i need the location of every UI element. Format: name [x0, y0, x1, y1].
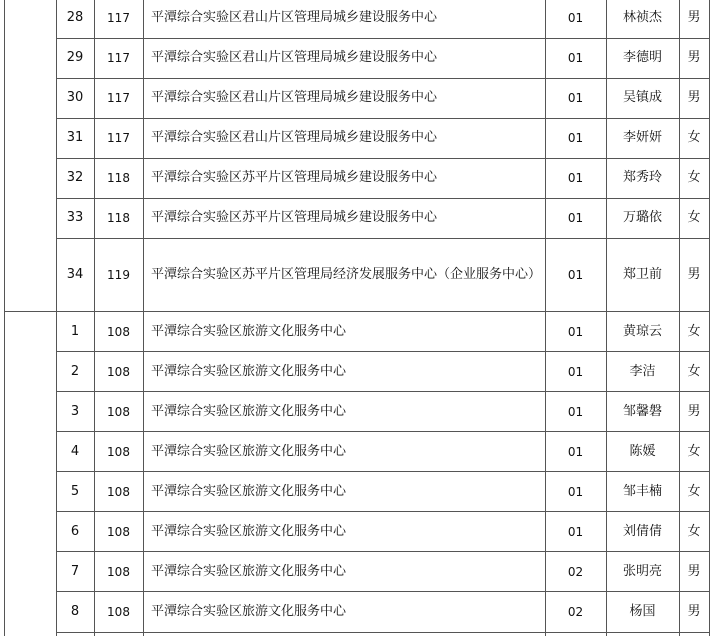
gender-text: 男 [687, 50, 701, 65]
table-row [0, 78, 716, 118]
candidate-name-text: 李德明 [622, 50, 662, 65]
table-row [0, 552, 716, 592]
row-number [56, 512, 94, 552]
row-divider [56, 391, 709, 392]
row-number-text: 4 [70, 444, 80, 459]
row-number-text: 8 [70, 604, 80, 619]
candidate-name-text: 刘倩倩 [622, 524, 662, 539]
position-code-text: 108 [107, 525, 130, 539]
table-row [0, 312, 716, 352]
post-code [545, 552, 606, 592]
candidate-name-text: 吴镇成 [622, 90, 662, 105]
candidate-name [606, 158, 679, 198]
post-code-text: 01 [567, 11, 584, 25]
candidate-name-text: 李妍妍 [622, 130, 662, 145]
post-code-text: 01 [567, 485, 584, 499]
row-divider [56, 38, 709, 39]
position-code [94, 312, 143, 352]
row-number [56, 0, 94, 38]
employer-unit [143, 0, 545, 38]
row-divider [56, 431, 709, 432]
employer-unit [143, 158, 545, 198]
row-divider [56, 551, 709, 552]
section-divider [4, 311, 709, 312]
position-code [94, 392, 143, 432]
gender-text: 女 [687, 484, 701, 499]
employer-unit [143, 432, 545, 472]
row-number-text: 30 [66, 90, 84, 105]
post-code [545, 592, 606, 632]
candidate-name [606, 312, 679, 352]
row-number [56, 472, 94, 512]
gender [679, 238, 709, 312]
gender-text: 男 [687, 564, 701, 579]
candidate-name-text: 万璐依 [622, 210, 662, 225]
candidate-name [606, 118, 679, 158]
post-code [545, 0, 606, 38]
post-code-text: 01 [567, 325, 584, 339]
employer-unit-text: 平潭综合实验区旅游文化服务中心 [151, 564, 347, 579]
employer-unit-text: 平潭综合实验区旅游文化服务中心 [151, 484, 347, 499]
column-divider [606, 0, 607, 636]
post-code [545, 352, 606, 392]
row-number-text: 31 [66, 130, 84, 145]
gender [679, 432, 709, 472]
row-divider [56, 471, 709, 472]
candidate-name [606, 552, 679, 592]
employer-unit [143, 238, 545, 312]
position-code [94, 118, 143, 158]
gender [679, 472, 709, 512]
employer-unit-text: 平潭综合实验区苏平片区管理局城乡建设服务中心 [151, 170, 438, 185]
table-row [0, 472, 716, 512]
employer-unit [143, 78, 545, 118]
candidate-name [606, 592, 679, 632]
post-code [545, 198, 606, 238]
post-code-text: 01 [567, 171, 584, 185]
table-row [0, 118, 716, 158]
post-code [545, 472, 606, 512]
candidate-name [606, 0, 679, 38]
gender [679, 392, 709, 432]
row-number [56, 198, 94, 238]
position-code [94, 552, 143, 592]
row-number [56, 352, 94, 392]
candidate-name [606, 352, 679, 392]
post-code-text: 02 [567, 565, 584, 579]
column-divider [94, 0, 95, 636]
employer-unit-text: 平潭综合实验区旅游文化服务中心 [151, 604, 347, 619]
table-row [0, 158, 716, 198]
employer-unit [143, 392, 545, 432]
employer-unit-text: 平潭综合实验区君山片区管理局城乡建设服务中心 [151, 10, 438, 25]
post-code [545, 312, 606, 352]
position-code [94, 592, 143, 632]
position-code [94, 38, 143, 78]
row-divider [56, 351, 709, 352]
gender [679, 118, 709, 158]
row-number-text: 34 [66, 267, 84, 282]
employer-unit-text: 平潭综合实验区旅游文化服务中心 [151, 324, 347, 339]
post-code [545, 512, 606, 552]
row-number [56, 432, 94, 472]
gender [679, 512, 709, 552]
row-number [56, 78, 94, 118]
employer-unit-text: 平潭综合实验区苏平片区管理局经济发展服务中心（企业服务中心） [151, 267, 542, 282]
post-code-text: 01 [567, 131, 584, 145]
row-divider [56, 511, 709, 512]
candidate-name [606, 392, 679, 432]
post-code [545, 118, 606, 158]
table-row [0, 432, 716, 472]
employer-unit [143, 592, 545, 632]
row-number [56, 158, 94, 198]
position-code-text: 118 [107, 211, 130, 225]
row-divider [56, 198, 709, 199]
post-code [545, 78, 606, 118]
candidate-name-text: 李洁 [629, 364, 656, 379]
candidate-name-text: 陈媛 [629, 444, 656, 459]
candidate-name [606, 238, 679, 312]
row-number [56, 392, 94, 432]
candidate-name [606, 198, 679, 238]
employer-unit-text: 平潭综合实验区君山片区管理局城乡建设服务中心 [151, 90, 438, 105]
post-code-text: 01 [567, 211, 584, 225]
gender [679, 312, 709, 352]
row-number [56, 38, 94, 78]
row-number-text: 32 [66, 170, 84, 185]
candidate-name [606, 78, 679, 118]
position-code [94, 78, 143, 118]
column-divider [545, 0, 546, 636]
post-code-text: 01 [567, 445, 584, 459]
position-code-text: 108 [107, 445, 130, 459]
post-code [545, 392, 606, 432]
position-code [94, 0, 143, 38]
table-row [0, 38, 716, 78]
gender [679, 158, 709, 198]
row-number [56, 238, 94, 312]
row-number-text: 6 [70, 524, 80, 539]
candidate-name-text: 林祯杰 [622, 10, 662, 25]
employer-unit-text: 平潭综合实验区旅游文化服务中心 [151, 524, 347, 539]
column-divider [679, 0, 680, 636]
employer-unit [143, 118, 545, 158]
gender-text: 女 [687, 444, 701, 459]
gender-text: 男 [687, 404, 701, 419]
candidate-name-text: 张明亮 [622, 564, 662, 579]
row-number-text: 33 [66, 210, 84, 225]
employer-unit [143, 38, 545, 78]
gender-text: 女 [687, 524, 701, 539]
row-number [56, 118, 94, 158]
position-code [94, 472, 143, 512]
post-code [545, 38, 606, 78]
column-divider [143, 0, 144, 636]
gender [679, 78, 709, 118]
table-row [0, 592, 716, 632]
gender-text: 女 [687, 364, 701, 379]
position-code [94, 352, 143, 392]
gender-text: 男 [687, 90, 701, 105]
row-number [56, 592, 94, 632]
row-number [56, 552, 94, 592]
candidate-name [606, 38, 679, 78]
employer-unit [143, 472, 545, 512]
row-number-text: 28 [66, 10, 84, 25]
gender-text: 女 [687, 130, 701, 145]
table-row [0, 352, 716, 392]
gender [679, 552, 709, 592]
row-number-text: 5 [70, 484, 80, 499]
position-code-text: 118 [107, 171, 130, 185]
candidate-name-text: 杨国 [629, 604, 656, 619]
outer-left-border [4, 311, 5, 636]
position-code [94, 198, 143, 238]
employer-unit-text: 平潭综合实验区旅游文化服务中心 [151, 404, 347, 419]
position-code-text: 108 [107, 485, 130, 499]
row-number-text: 1 [70, 324, 80, 339]
employer-unit [143, 512, 545, 552]
row-divider [56, 591, 709, 592]
row-number-text: 3 [70, 404, 80, 419]
employer-unit [143, 352, 545, 392]
post-code-text: 01 [567, 91, 584, 105]
position-code-text: 119 [107, 268, 130, 282]
row-number-text: 7 [70, 564, 80, 579]
position-code-text: 117 [107, 51, 130, 65]
post-code-text: 02 [567, 605, 584, 619]
position-code [94, 158, 143, 198]
employer-unit-text: 平潭综合实验区苏平片区管理局城乡建设服务中心 [151, 210, 438, 225]
employer-unit [143, 552, 545, 592]
position-code-text: 108 [107, 565, 130, 579]
table-row [0, 238, 716, 312]
gender-text: 女 [687, 210, 701, 225]
position-code-text: 108 [107, 365, 130, 379]
position-code-text: 117 [107, 131, 130, 145]
position-code-text: 117 [107, 11, 130, 25]
position-code [94, 238, 143, 312]
post-code-text: 01 [567, 51, 584, 65]
position-code-text: 117 [107, 91, 130, 105]
employer-unit-text: 平潭综合实验区旅游文化服务中心 [151, 364, 347, 379]
table-row [0, 392, 716, 432]
gender-text: 女 [687, 324, 701, 339]
gender-text: 女 [687, 170, 701, 185]
row-number [56, 312, 94, 352]
row-divider [56, 238, 709, 239]
candidate-name-text: 黄琼云 [622, 324, 662, 339]
table-row [0, 512, 716, 552]
position-code-text: 108 [107, 325, 130, 339]
post-code-text: 01 [567, 268, 584, 282]
gender [679, 198, 709, 238]
row-divider [56, 632, 709, 633]
table-row [0, 198, 716, 238]
candidate-name [606, 432, 679, 472]
candidate-name-text: 邹馨磐 [622, 404, 662, 419]
column-divider [56, 0, 57, 636]
gender [679, 38, 709, 78]
gender [679, 592, 709, 632]
employer-unit-text: 平潭综合实验区旅游文化服务中心 [151, 444, 347, 459]
candidate-name-text: 郑卫前 [622, 267, 662, 282]
gender-text: 男 [687, 267, 701, 282]
row-divider [56, 78, 709, 79]
position-code [94, 432, 143, 472]
row-divider [56, 118, 709, 119]
column-divider [709, 0, 710, 636]
position-code-text: 108 [107, 405, 130, 419]
row-number-text: 29 [66, 50, 84, 65]
post-code-text: 01 [567, 405, 584, 419]
position-code-text: 108 [107, 605, 130, 619]
table-row [0, 0, 716, 38]
post-code [545, 432, 606, 472]
post-code [545, 238, 606, 312]
post-code-text: 01 [567, 365, 584, 379]
employer-unit-text: 平潭综合实验区君山片区管理局城乡建设服务中心 [151, 50, 438, 65]
employer-unit-text: 平潭综合实验区君山片区管理局城乡建设服务中心 [151, 130, 438, 145]
outer-left-border [4, 0, 5, 312]
candidate-name-text: 邹丰楠 [622, 484, 662, 499]
row-divider [56, 158, 709, 159]
post-code-text: 01 [567, 525, 584, 539]
employer-unit [143, 312, 545, 352]
employer-unit [143, 198, 545, 238]
gender [679, 352, 709, 392]
candidate-name-text: 郑秀玲 [622, 170, 662, 185]
post-code [545, 158, 606, 198]
candidate-name [606, 472, 679, 512]
position-code [94, 512, 143, 552]
row-number-text: 2 [70, 364, 80, 379]
gender [679, 0, 709, 38]
gender-text: 男 [687, 10, 701, 25]
candidate-name [606, 512, 679, 552]
gender-text: 男 [687, 604, 701, 619]
